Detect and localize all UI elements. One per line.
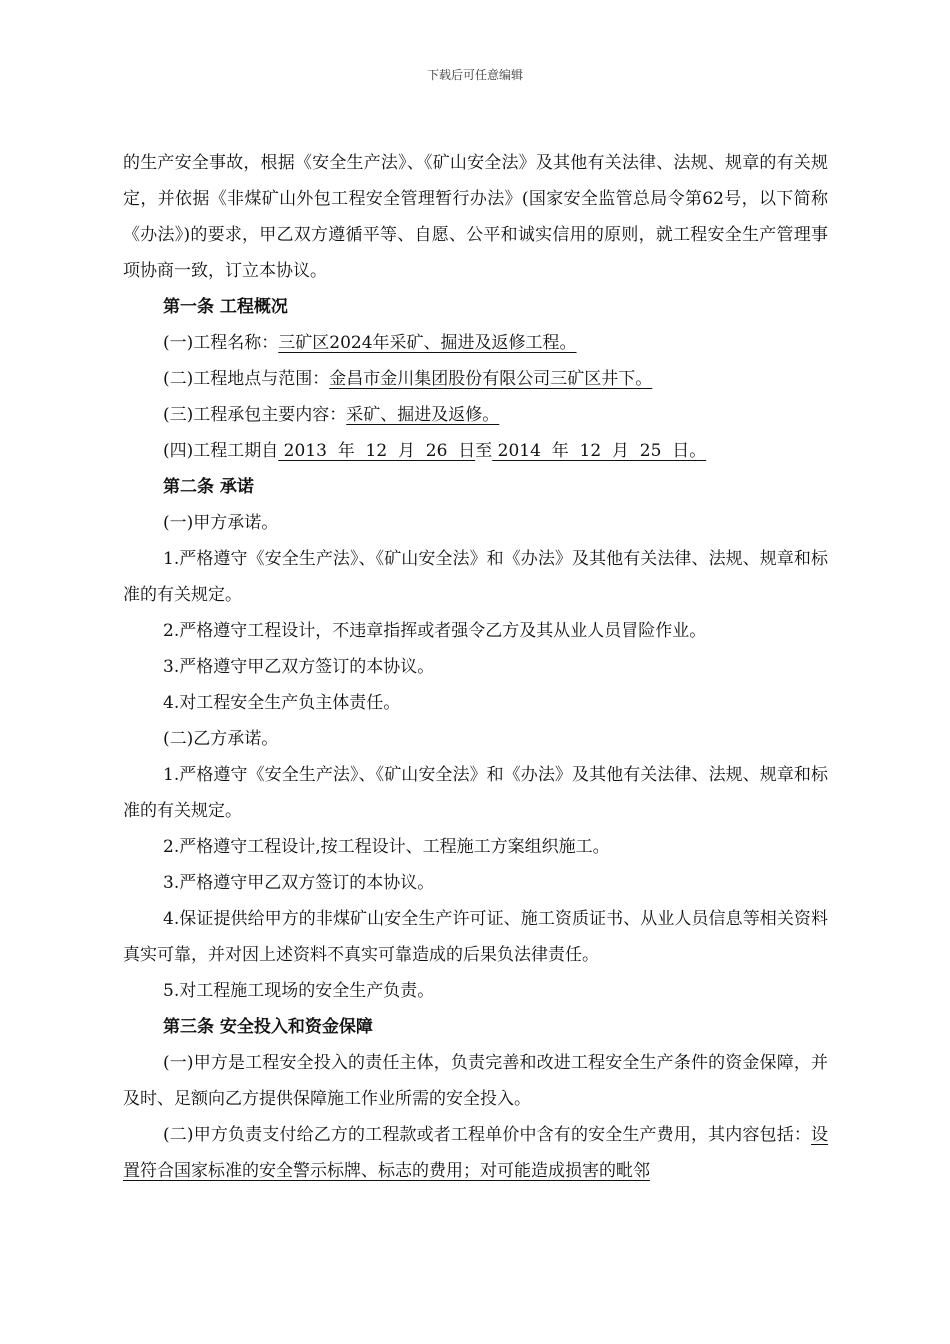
article-3-paragraph-1: (一)甲方是工程安全投入的责任主体，负责完善和改进工程安全生产条件的资金保障，并及时、足额向乙方提供保障施工作业所需的安全投入。 xyxy=(123,1053,828,1109)
article-3-p2-underlined: 设置符合国家标准的安全警示标牌、标志的费用；对可能造成损害的毗邻 xyxy=(123,1125,828,1181)
article-3-paragraph-2 xyxy=(123,1117,828,1189)
project-location-line xyxy=(123,361,828,397)
party-b-item: 3.严格遵守甲乙双方签订的本协议。 xyxy=(163,873,435,893)
party-a-item: 4.对工程安全生产负主体责任。 xyxy=(163,693,401,713)
project-content-label: (三)工程承包主要内容： xyxy=(163,405,347,425)
page-header: 下载后可任意编辑 xyxy=(426,68,523,82)
article-3-heading: 第三条 安全投入和资金保障 xyxy=(163,1017,373,1037)
project-location-value: 金昌市金川集团股份有限公司三矿区井下。 xyxy=(329,369,653,389)
party-b-title: (二)乙方承诺。 xyxy=(163,729,279,749)
document-body xyxy=(123,145,828,1189)
project-content-line xyxy=(123,397,828,433)
intro-paragraph: 的生产安全事故，根据《安全生产法》、《矿山安全法》及其他有关法律、法规、规章的有关规定，并依据《非煤矿山外包工程安全管理暂行办法》(国家安全监管总局令第62号，以下简称《办法》)的要求，甲乙双方遵循平等、自愿、公平和诚实信用的原则，就工程安全生产管理事项协商一致，订立本协议。 xyxy=(123,153,828,281)
party-b-item: 4.保证提供给甲方的非煤矿山安全生产许可证、施工资质证书、从业人员信息等相关资料真实可靠，并对因上述资料不真实可靠造成的后果负法律责任。 xyxy=(123,909,828,965)
project-name-line xyxy=(123,325,828,361)
party-b-item: 2.严格遵守工程设计,按工程设计、工程施工方案组织施工。 xyxy=(163,837,610,857)
project-period-line xyxy=(123,433,828,469)
project-location-label: (二)工程地点与范围： xyxy=(163,369,330,389)
article-1-heading: 第一条 工程概况 xyxy=(163,297,288,317)
article-3-p2-prefix: (二)甲方负责支付给乙方的工程款或者工程单价中含有的安全生产费用，其内容包括： xyxy=(163,1125,811,1145)
party-a-item: 3.严格遵守甲乙双方签订的本协议。 xyxy=(163,657,435,677)
article-2-heading: 第二条 承诺 xyxy=(163,477,254,497)
party-a-item: 1.严格遵守《安全生产法》、《矿山安全法》和《办法》及其他有关法律、法规、规章和标准的有关规定。 xyxy=(123,549,828,605)
party-b-item: 5.对工程施工现场的安全生产负责。 xyxy=(163,981,435,1001)
project-content-value: 采矿、掘进及返修。 xyxy=(346,405,500,425)
party-a-item: 2.严格遵守工程设计，不违章指挥或者强令乙方及其从业人员冒险作业。 xyxy=(163,621,707,641)
project-period-mid: 至 xyxy=(475,441,493,461)
project-period-start: 2013 年 12 月 26 日 xyxy=(278,441,476,461)
party-a-title: (一)甲方承诺。 xyxy=(163,513,279,533)
project-name-label: (一)工程名称： xyxy=(163,333,279,353)
project-period-label: (四)工程工期自 xyxy=(163,441,279,461)
project-period-end: 2014 年 12 月 25 日。 xyxy=(492,441,707,461)
project-name-value: 三矿区2024年采矿、掘进及返修工程。 xyxy=(278,333,577,353)
party-b-item: 1.严格遵守《安全生产法》、《矿山安全法》和《办法》及其他有关法律、法规、规章和标准的有关规定。 xyxy=(123,765,828,821)
